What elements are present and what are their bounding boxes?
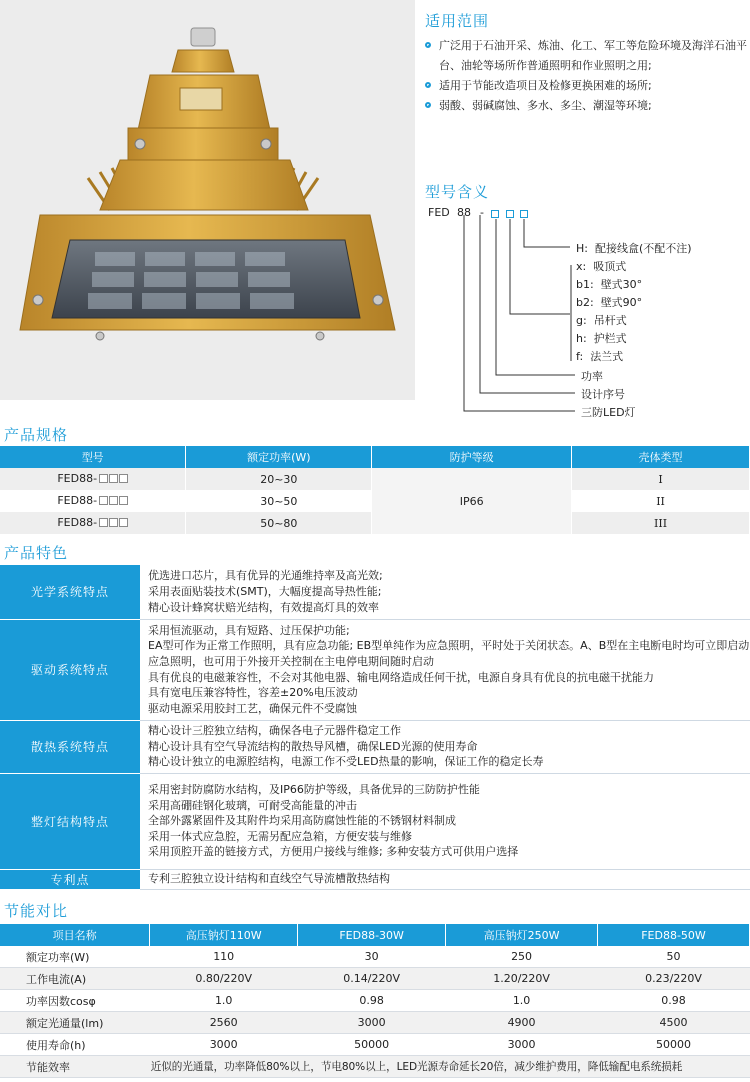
feature-row <box>0 565 750 619</box>
application-item: 弱酸、弱碱腐蚀、多水、多尘、潮湿等环境; <box>425 96 747 116</box>
application-list <box>425 36 747 116</box>
model-option: h: 护栏式 <box>576 332 627 345</box>
model-dash: - <box>480 206 484 219</box>
spec-header-cell: 壳体类型 <box>572 446 750 468</box>
model-option: H: 配接线盒(不配不注) <box>576 242 692 255</box>
table-row: 使用寿命(h) 3000 50000 3000 50000 <box>0 1034 750 1056</box>
bullet-icon <box>425 102 431 108</box>
model-connector-lines <box>420 215 600 420</box>
feature-label: 整灯结构特点 <box>0 773 140 869</box>
bullet-icon <box>425 42 431 48</box>
energy-header-cell: FED88-30W <box>298 924 446 946</box>
model-option: x: 吸顶式 <box>576 260 627 273</box>
application-title: 适用范围 <box>425 12 490 30</box>
model-option: b1: 壁式30° <box>576 278 643 291</box>
table-row <box>0 468 750 490</box>
table-row: 工作电流(A) 0.80/220V 0.14/220V 1.20/220V 0.23/220V <box>0 968 750 990</box>
feature-row <box>0 869 750 889</box>
spec-model-cell: FED88- <box>0 490 186 512</box>
explosion-proof-lamp-image <box>0 0 415 400</box>
feature-text: 专利三腔独立设计结构和直线空气导流槽散热结构 <box>140 869 750 889</box>
spec-model-cell: FED88- <box>0 512 186 534</box>
feature-text: 采用恒流驱动，具有短路、过压保护功能; EA型可作为正常工作照明，具有应急功能; EB型单纯作为应急照明，平时处于关闭状态。A、B型在主电断电时均可立即启动应急照明，也可用于外接开关控制在主电停电期间随时启动 具有优良的电磁兼容性，不会对其他电器、输电网络造成任何干扰，电源自身具有优良的抗电磁干扰能力 具有宽电压兼容特性，容差±20%电压波动 驱动电源采用胶封工艺，确保元件不受腐蚀 <box>140 619 750 720</box>
energy-note-row <box>0 1056 750 1078</box>
spec-shell-cell: II <box>572 490 750 512</box>
feature-row <box>0 773 750 869</box>
placeholder-boxes <box>98 517 128 530</box>
energy-header-cell: 高压钠灯110W <box>150 924 298 946</box>
model-serial: 设计序号 <box>581 388 625 401</box>
spec-header-row <box>0 446 750 468</box>
features-table <box>0 565 750 890</box>
spec-shell-cell: III <box>572 512 750 534</box>
model-number: 88 <box>457 206 471 219</box>
table-row: 额定功率(W) 110 30 250 50 <box>0 946 750 968</box>
energy-header-cell: FED88-50W <box>598 924 750 946</box>
energy-title: 节能对比 <box>4 902 69 920</box>
spec-header-cell: 额定功率(W) <box>186 446 372 468</box>
model-kind: 三防LED灯 <box>581 406 636 419</box>
energy-header-cell: 高压钠灯250W <box>446 924 598 946</box>
energy-note-text: 近似的光通量，功率降低80%以上，节电80%以上，LED光源寿命延长20倍，减少维护费用，降低输配电系统损耗 <box>150 1056 750 1078</box>
spec-power-cell: 30~50 <box>186 490 372 512</box>
model-power: 功率 <box>581 370 603 383</box>
spec-model-cell: FED88- <box>0 468 186 490</box>
energy-header-cell: 项目名称 <box>0 924 150 946</box>
table-row: 额定光通量(lm) 2560 3000 4900 4500 <box>0 1012 750 1034</box>
application-item: 广泛用于石油开采、炼油、化工、军工等危险环境及海洋石油平台、油轮等场所作普通照明和作业照明之用; <box>425 36 747 76</box>
spec-table <box>0 446 750 534</box>
feature-label: 驱动系统特点 <box>0 619 140 720</box>
feature-label: 光学系统特点 <box>0 565 140 619</box>
energy-table <box>0 924 750 1078</box>
energy-note-label: 节能效率 <box>0 1056 150 1078</box>
feature-row <box>0 720 750 773</box>
application-item: 适用于节能改造项目及检修更换困难的场所; <box>425 76 747 96</box>
features-title: 产品特色 <box>4 544 69 562</box>
feature-label: 专利点 <box>0 869 140 889</box>
energy-header-row <box>0 924 750 946</box>
model-option: b2: 壁式90° <box>576 296 643 309</box>
feature-text: 优选进口芯片，具有优异的光通维持率及高光效; 采用表面贴装技术(SMT)，大幅度提高导热性能; 精心设计蜂窝状赔光结构，有效提高灯具的效率 <box>140 565 750 619</box>
bullet-icon <box>425 82 431 88</box>
spec-power-cell: 20~30 <box>186 468 372 490</box>
product-photo <box>0 0 415 400</box>
placeholder-boxes <box>98 495 128 508</box>
feature-text: 精心设计三腔独立结构，确保各电子元器件稳定工作 精心设计具有空气导流结构的散热导风槽，确保LED光源的使用寿命 精心设计独立的电源腔结构，电源工作不受LED热量的影响，保证工作的稳定长寿 <box>140 720 750 773</box>
spec-title: 产品规格 <box>4 426 69 444</box>
feature-label: 散热系统特点 <box>0 720 140 773</box>
model-option: f: 法兰式 <box>576 350 624 363</box>
spec-header-cell: 型号 <box>0 446 186 468</box>
model-title: 型号含义 <box>425 183 490 201</box>
spec-power-cell: 50~80 <box>186 512 372 534</box>
model-option: g: 吊杆式 <box>576 314 627 327</box>
feature-row <box>0 619 750 720</box>
spec-shell-cell: I <box>572 468 750 490</box>
model-prefix: FED <box>428 206 450 219</box>
spec-header-cell: 防护等级 <box>372 446 572 468</box>
table-row: 功率因数cosφ 1.0 0.98 1.0 0.98 <box>0 990 750 1012</box>
spec-protection-cell: IP66 <box>372 468 572 534</box>
placeholder-boxes <box>98 473 128 486</box>
feature-text: 采用密封防腐防水结构，及IP66防护等级，具备优异的三防防护性能 采用高硼硅钢化玻璃，可耐受高能量的冲击 全部外露紧固件及其附件均采用高防腐蚀性能的不锈钢材料制成 采用一体式应急腔，无需另配应急箱，方便安装与维修 采用顶腔开盖的链接方式，方便用户接线与维修; 多种安装方式可供用户选择 <box>140 773 750 869</box>
